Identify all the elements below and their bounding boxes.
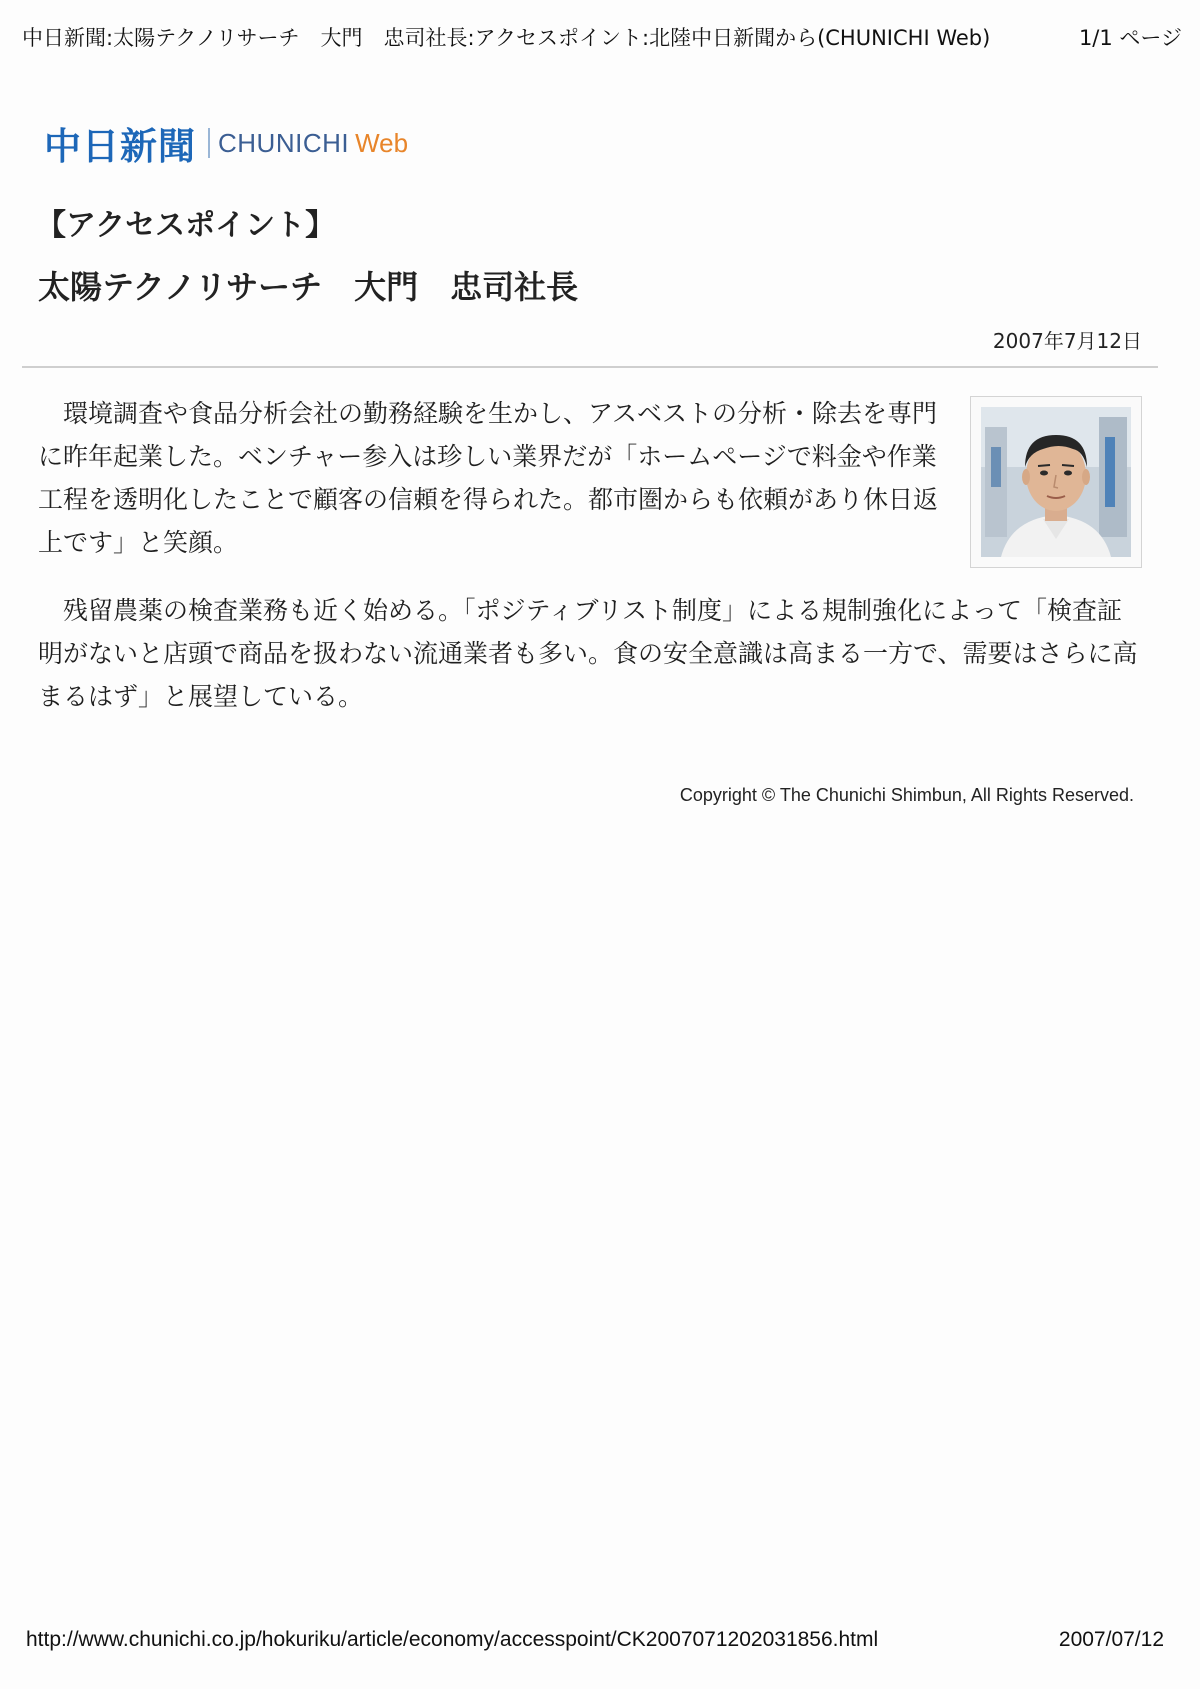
print-footer-url[interactable]: http://www.chunichi.co.jp/hokuriku/article/economy/accesspoint/CK2007071202031856.html — [26, 1628, 879, 1651]
logo-divider — [208, 128, 210, 158]
article-paragraph-1: 環境調査や食品分析会社の勤務経験を生かし、アスベストの分析・除去を専門に昨年起業した。ベンチャー参入は珍しい業界だが「ホームページで料金や作業工程を透明化したことで顧客の信頼を得られた。都市圏からも依頼があり休日返上です」と笑顔。 — [38, 399, 939, 557]
page-indicator: 1/1 ページ — [1078, 26, 1182, 50]
article-paragraph-2: 残留農薬の検査業務も近く始める。「ポジティブリスト制度」による規制強化によって「検査証明がないと店頭で商品を扱わない流通業者も多い。食の安全意識は高まる一方で、需要はさらに高まるはず」と展望している。 — [38, 596, 1138, 711]
portrait-photo — [970, 396, 1142, 568]
logo-english: CHUNICHI — [218, 127, 350, 158]
logo-web: Web — [355, 127, 409, 158]
article-date: 2007年7月12日 — [992, 329, 1142, 353]
header-divider — [22, 366, 1158, 368]
print-footer-date: 2007/07/12 — [1058, 1628, 1164, 1651]
print-header-title: 中日新聞:太陽テクノリサーチ 大門 忠司社長:アクセスポイント:北陸中日新聞から(CHUNICHI Web) — [22, 26, 991, 50]
masthead-logo[interactable] — [44, 118, 408, 168]
print-header — [22, 22, 1182, 56]
copyright-notice: Copyright © The Chunichi Shimbun, All Rights Reserved. — [679, 785, 1134, 805]
portrait-image — [981, 407, 1131, 557]
article-kicker: 【アクセスポイント】 — [36, 208, 336, 243]
article-headline: 太陽テクノリサーチ 大門 忠司社長 — [38, 268, 579, 306]
logo-japanese: 中日新聞 — [44, 125, 196, 168]
